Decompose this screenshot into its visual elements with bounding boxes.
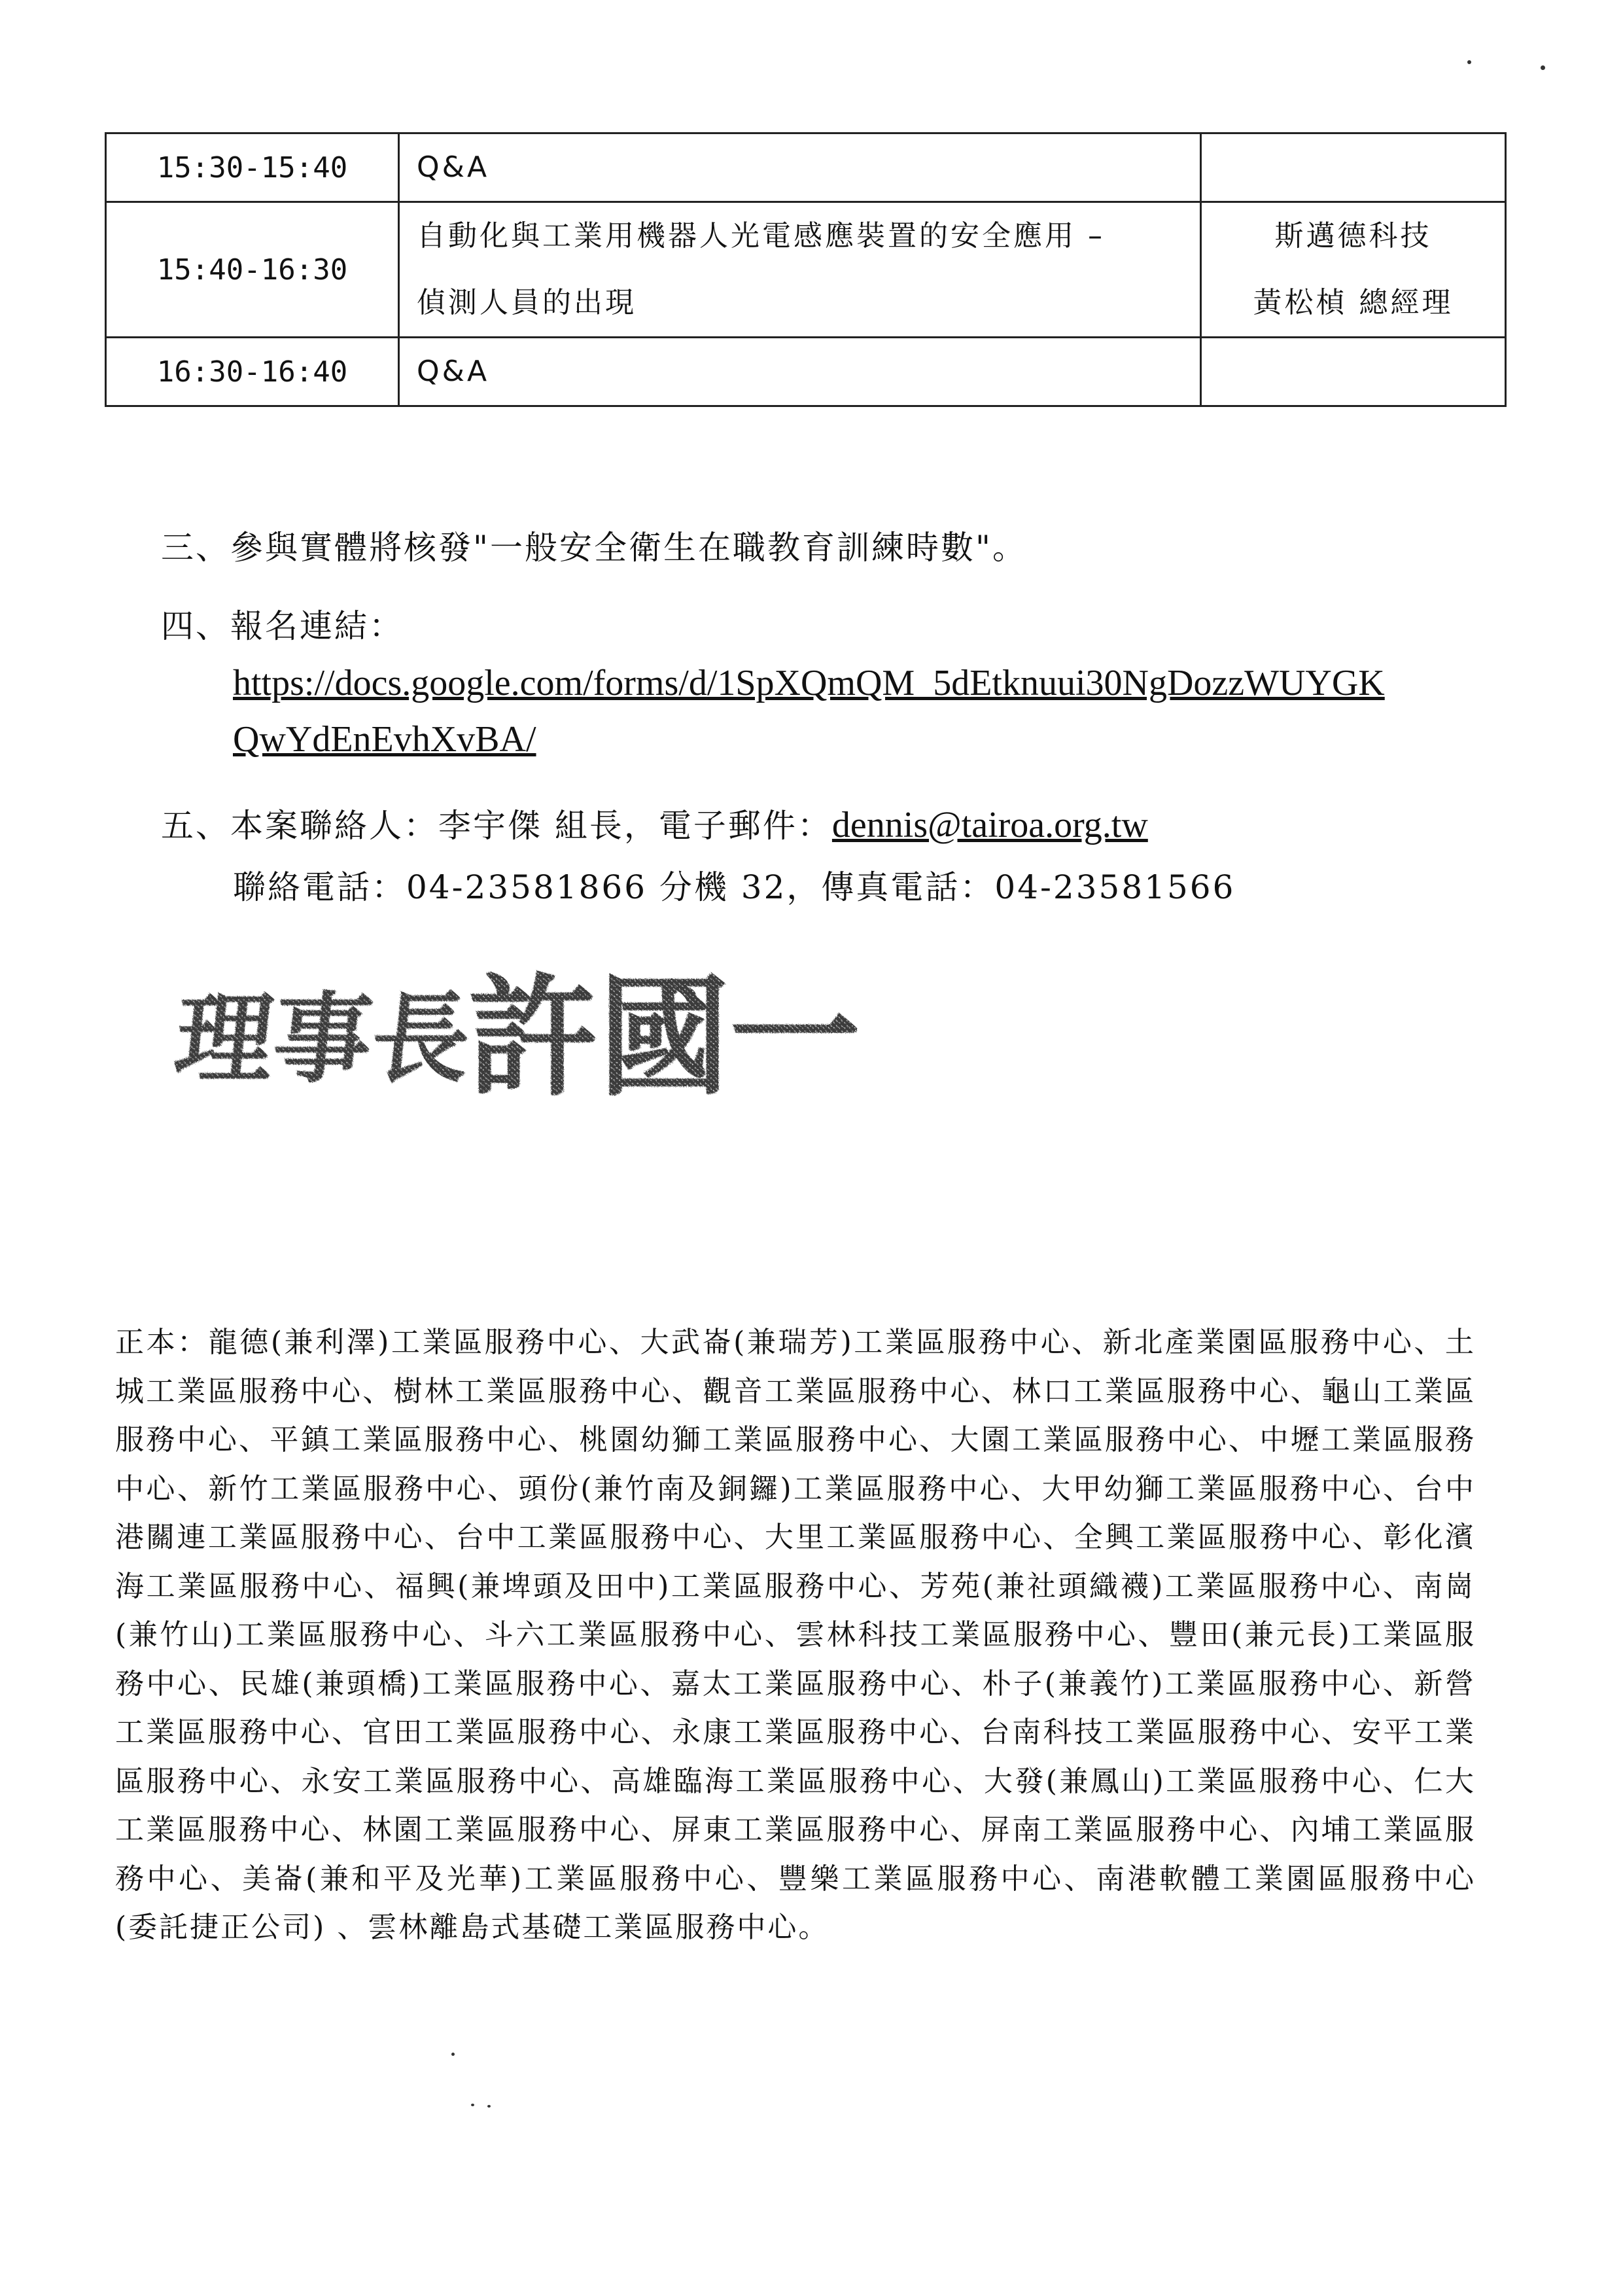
registration-link-line-2[interactable]: QwYdEnEvhXvBA/ (233, 719, 536, 760)
topic-cell: Q&A (399, 133, 1201, 202)
speaker-cell (1201, 133, 1506, 202)
scan-speck (451, 2053, 455, 2056)
scan-speck (471, 2104, 474, 2106)
item-five-contact (161, 800, 1148, 847)
time-cell: 16:30-16:40 (106, 338, 399, 406)
signature-name: 許國一 (468, 961, 861, 1114)
time-cell: 15:40-16:30 (106, 202, 399, 338)
topic-cell (399, 202, 1201, 338)
table-row (106, 133, 1506, 202)
scan-speck (1541, 65, 1545, 70)
registration-link-line-1[interactable]: https://docs.google.com/forms/d/1SpXQmQM_5dEtknuui30NgDozzWUYGK (233, 663, 1385, 703)
chairman-signature-stamp (169, 936, 861, 1125)
time-cell: 15:30-15:40 (106, 133, 399, 202)
registration-link-cont[interactable] (233, 718, 536, 760)
speaker-name: 黃松楨 總經理 (1253, 286, 1454, 319)
contact-email-link[interactable]: dennis@tairoa.org.tw (831, 805, 1148, 845)
scan-speck (1467, 60, 1471, 64)
scan-speck (487, 2105, 491, 2108)
topic-line: 偵測人員的出現 (417, 286, 637, 319)
speaker-company: 斯邁德科技 (1274, 219, 1432, 253)
topic-cell: Q&A (399, 338, 1201, 406)
distribution-list: 正本：龍德(兼利澤)工業區服務中心、大武崙(兼瑞芳)工業區服務中心、新北產業園區服務中心、土城工業區服務中心、樹林工業區服務中心、觀音工業區服務中心、林口工業區服務中心、龜山工業區服務中心、平鎮工業區服務中心、桃園幼獅工業區服務中心、大園工業區服務中心、中壢工業區服務中心、新竹工業區服務中心、頭份(兼竹南及銅鑼)工業區服務中心、大甲幼獅工業區服務中心、台中港關連工業區服務中心、台中工業區服務中心、大里工業區服務中心、全興工業區服務中心、彰化濱海工業區服務中心、福興(兼埤頭及田中)工業區服務中心、芳苑(兼社頭織襪)工業區服務中心、南崗(兼竹山)工業區服務中心、斗六工業區服務中心、雲林科技工業區服務中心、豐田(兼元長)工業區服務中心、民雄(兼頭橋)工業區服務中心、嘉太工業區服務中心、朴子(兼義竹)工業區服務中心、新營工業區服務中心、官田工業區服務中心、永康工業區服務中心、台南科技工業區服務中心、安平工業區服務中心、永安工業區服務中心、高雄臨海工業區服務中心、大發(兼鳳山)工業區服務中心、仁大工業區服務中心、林園工業區服務中心、屏東工業區服務中心、屏南工業區服務中心、內埔工業區服務中心、美崙(兼和平及光華)工業區服務中心、豐樂工業區服務中心、南港軟體工業園區服務中心(委託捷正公司) 、雲林離島式基礎工業區服務中心。 (115, 1326, 1476, 1944)
topic-line: 自動化與工業用機器人光電感應裝置的安全應用 – (417, 219, 1105, 253)
speaker-cell (1201, 202, 1506, 338)
registration-link[interactable] (233, 662, 1385, 704)
item-four-label: 四、報名連結： (161, 607, 404, 645)
contact-person: 五、本案聯絡人：李宇傑 組長，電子郵件： (161, 807, 832, 845)
speaker-cell (1201, 338, 1506, 406)
item-three: 三、參與實體將核發"一般安全衛生在職教育訓練時數"。 (161, 529, 1027, 567)
signature-title: 理事長 (169, 981, 476, 1097)
table-row (106, 202, 1506, 338)
contact-phone: 聯絡電話：04-23581866 分機 32，傳真電話：04-23581566 (233, 868, 1236, 906)
schedule-table (105, 132, 1507, 407)
table-row (106, 338, 1506, 406)
